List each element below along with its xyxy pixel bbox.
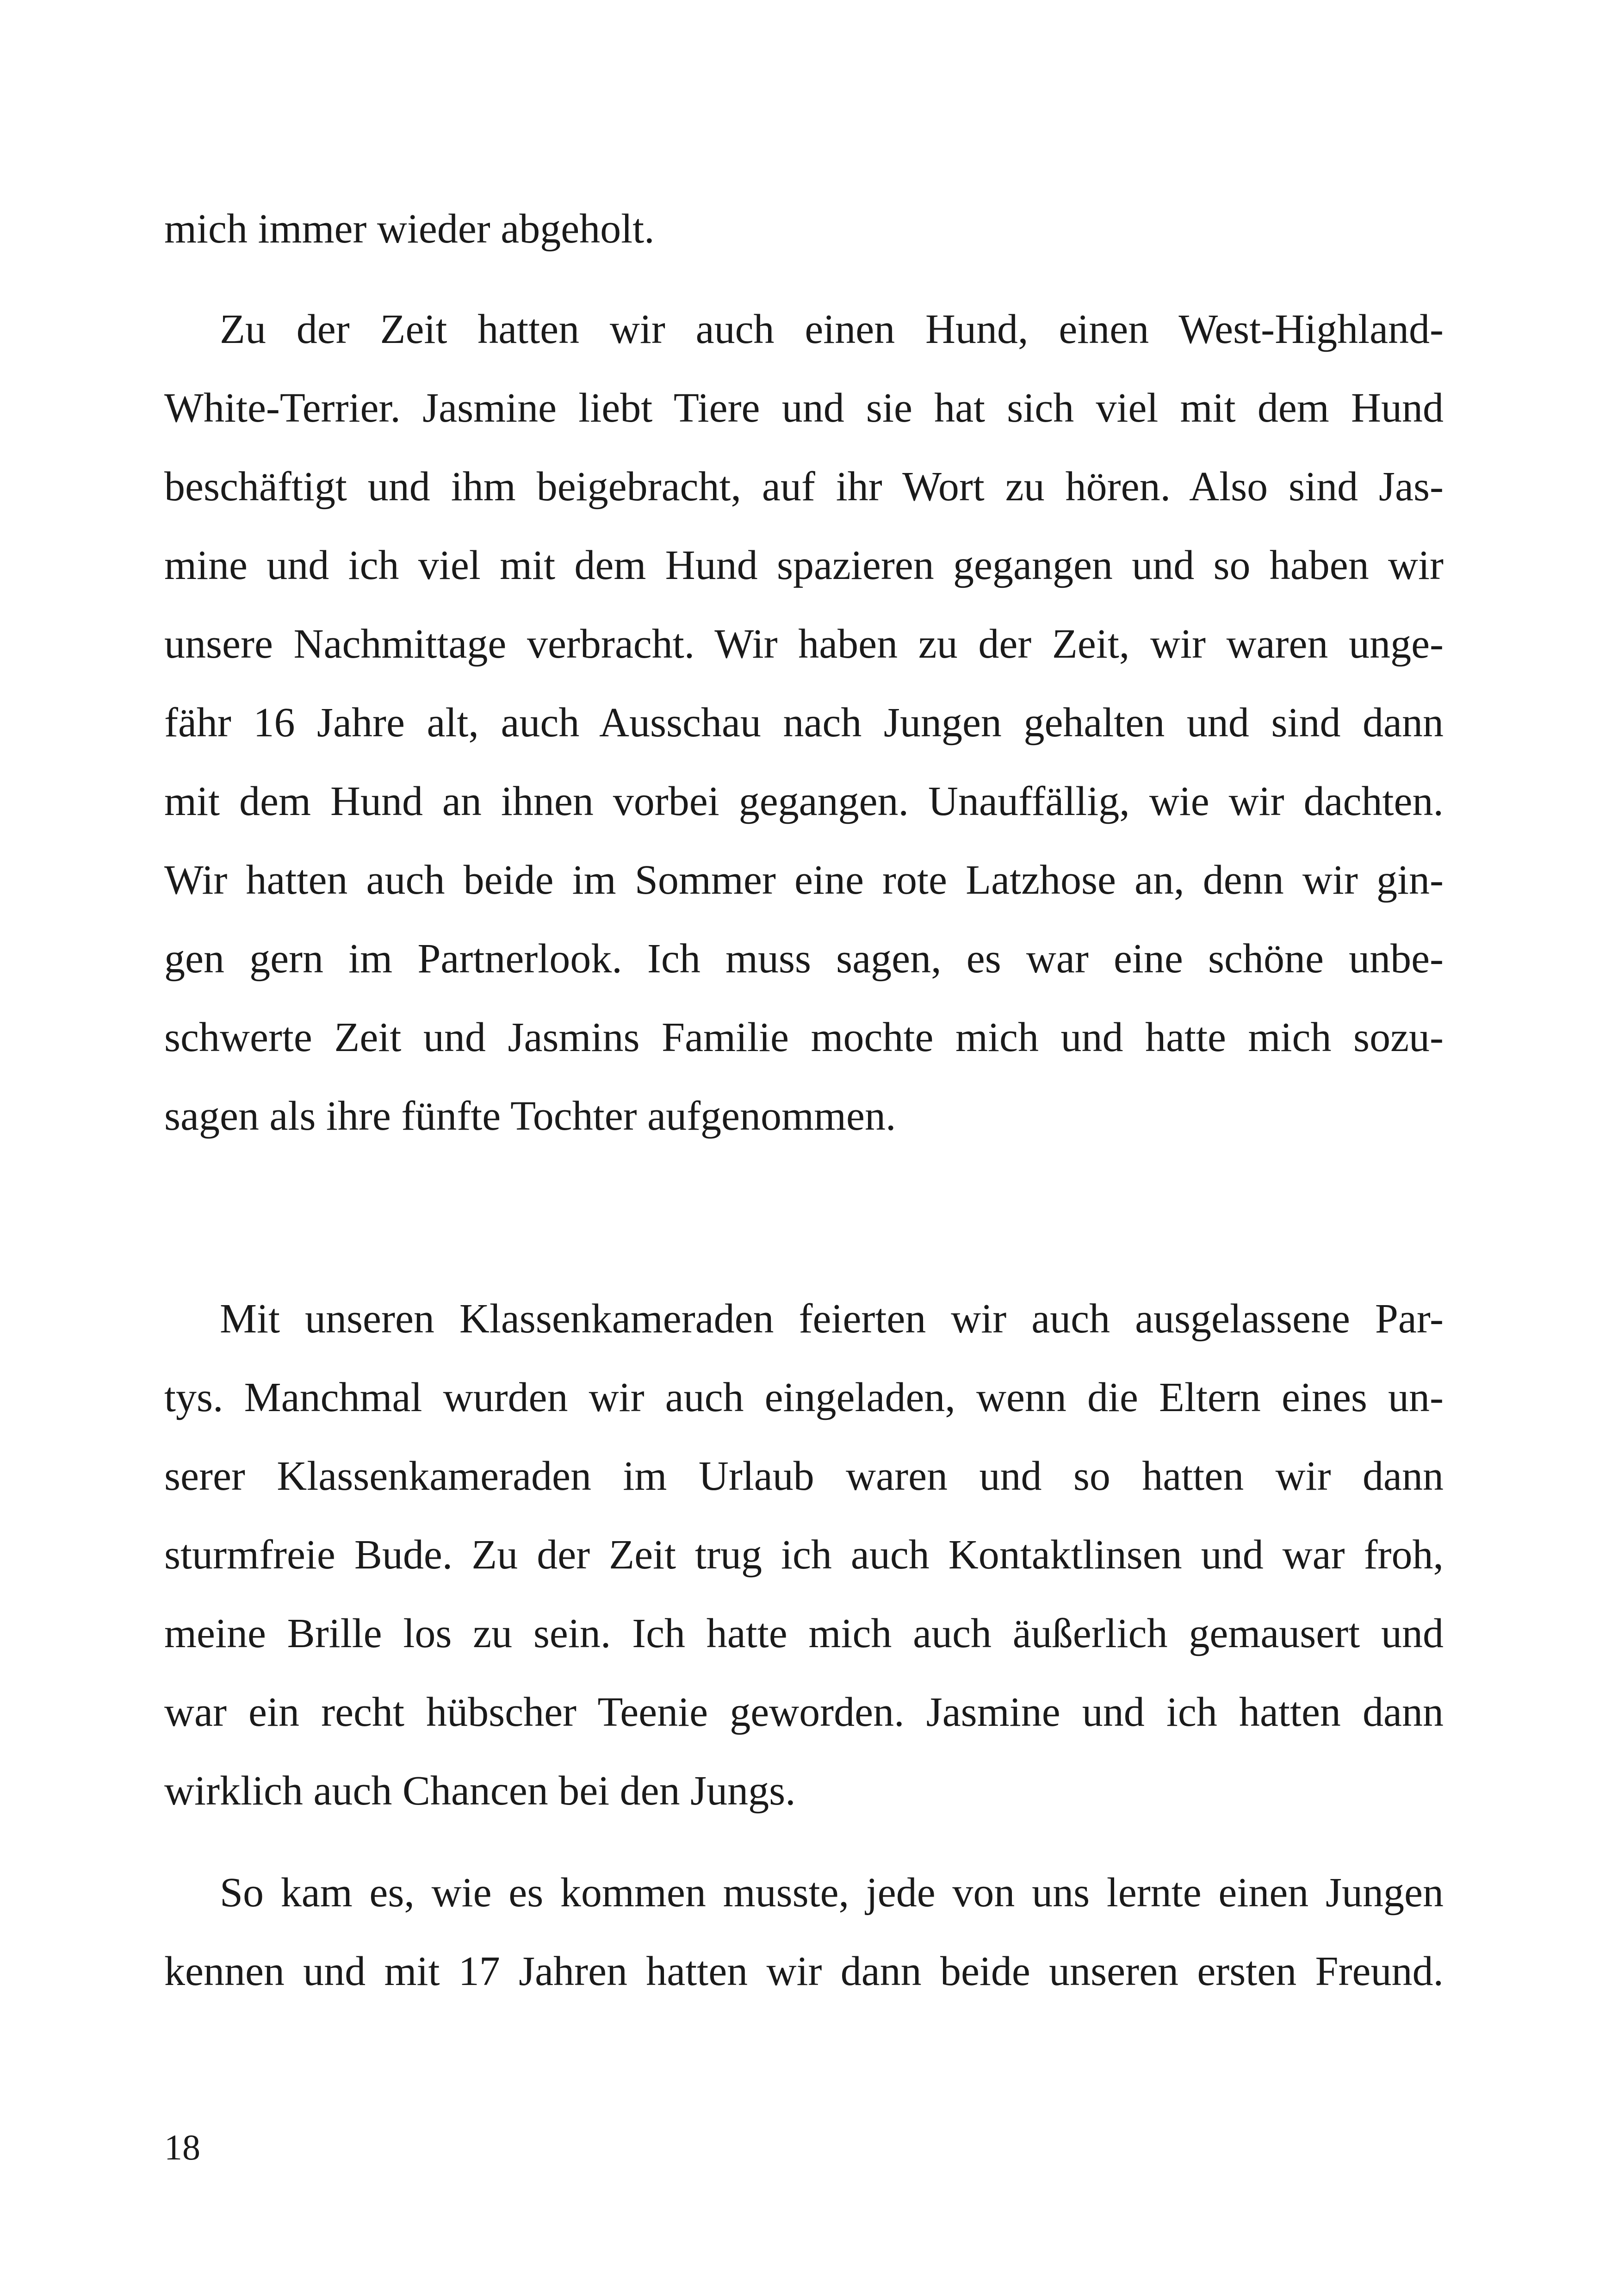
text-line: Zu der Zeit hatten wir auch einen Hund, einen West-Highland-: [220, 306, 1444, 352]
page-number: 18: [164, 2127, 200, 2167]
text-line: serer Klassenkameraden im Urlaub waren und so hatten wir dann: [164, 1453, 1444, 1499]
text-line: sagen als ihre fünfte Tochter aufgenommen.: [164, 1093, 896, 1139]
text-line: gen gern im Partnerlook. Ich muss sagen, es war eine schöne unbe-: [164, 936, 1444, 982]
text-line: mine und ich viel mit dem Hund spazieren gegangen und so haben wir: [164, 542, 1444, 588]
text-line: White-Terrier. Jasmine liebt Tiere und sie hat sich viel mit dem Hund: [164, 385, 1444, 431]
text-line: Mit unseren Klassenkameraden feierten wir auch ausgelassene Par-: [220, 1296, 1444, 1342]
text-line: mit dem Hund an ihnen vorbei gegangen. Unauffällig, wie wir dachten.: [164, 778, 1444, 824]
text-line: wirklich auch Chancen bei den Jungs.: [164, 1768, 796, 1814]
text-line: meine Brille los zu sein. Ich hatte mich auch äußerlich gemausert und: [164, 1611, 1444, 1656]
text-line: So kam es, wie es kommen musste, jede von uns lernte einen Jungen: [220, 1870, 1444, 1916]
text-line: sturmfreie Bude. Zu der Zeit trug ich auch Kontaktlinsen und war froh,: [164, 1532, 1444, 1578]
text-line: unsere Nachmittage verbracht. Wir haben zu der Zeit, wir waren unge-: [164, 621, 1444, 667]
text-line: Wir hatten auch beide im Sommer eine rote Latzhose an, denn wir gin-: [164, 857, 1444, 903]
text-line: tys. Manchmal wurden wir auch eingeladen, wenn die Eltern eines un-: [164, 1375, 1444, 1420]
text-line: schwerte Zeit und Jasmins Familie mochte mich und hatte mich sozu-: [164, 1014, 1444, 1060]
text-line: kennen und mit 17 Jahren hatten wir dann beide unseren ersten Freund.: [164, 1948, 1444, 1994]
text-line: fähr 16 Jahre alt, auch Ausschau nach Jungen gehalten und sind dann: [164, 700, 1444, 746]
text-line: beschäftigt und ihm beigebracht, auf ihr Wort zu hören. Also sind Jas-: [164, 464, 1444, 510]
text-line: war ein recht hübscher Teenie geworden. Jasmine und ich hatten dann: [164, 1689, 1444, 1735]
text-line: mich immer wieder abgeholt.: [164, 206, 655, 252]
